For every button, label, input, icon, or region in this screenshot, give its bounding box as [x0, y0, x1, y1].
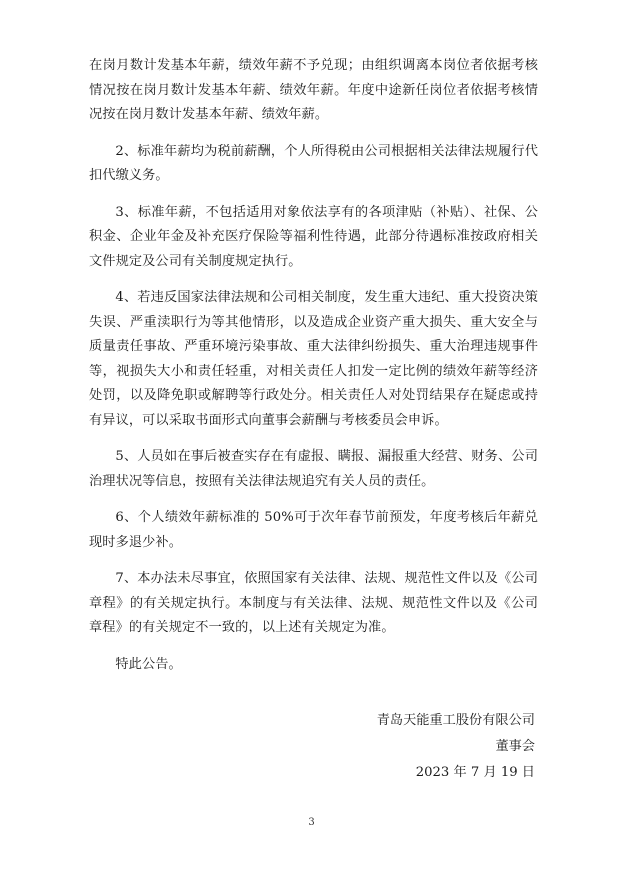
paragraph-item-3: 3、标准年薪，不包括适用对象依法享有的各项津贴（补贴）、社保、公积金、企业年金及补充医疗保险等福利性待遇，此部分待遇标准按政府相关文件规定及公司有关制度规定执行。 — [89, 204, 538, 269]
signature-date: 2023 年 7 月 19 日 — [415, 765, 535, 780]
paragraph-item-6: 6、个人绩效年薪标准的 50%可于次年春节前预发，年度考核后年薪兑现时多退少补。 — [89, 510, 538, 550]
paragraph-item-2: 2、标准年薪均为税前薪酬，个人所得税由公司根据相关法律法规履行代扣代缴义务。 — [89, 143, 538, 183]
paragraph-continuation: 在岗月数计发基本年薪，绩效年薪不予兑现；由组织调离本岗位者依据考核情况按在岗月数计发基本年薪、绩效年薪。年度中途新任岗位者依据考核情况按在岗月数计发基本年薪、绩效年薪。 — [89, 58, 538, 122]
page-number: 3 — [308, 817, 315, 828]
document-body — [89, 54, 538, 689]
signature-company: 青岛天能重工股份有限公司 — [376, 713, 535, 728]
signature-block — [377, 708, 535, 786]
signature-board: 董事会 — [495, 739, 535, 754]
paragraph-item-5: 5、人员如在事后被查实存在有虚报、瞒报、漏报重大经营、财务、公司治理状况等信息，按照有关法律法规追究有关人员的责任。 — [89, 449, 538, 489]
announcement-closing: 特此公告。 — [115, 656, 182, 672]
paragraph-item-4: 4、若违反国家法律法规和公司相关制度，发生重大违纪、重大投资决策失误、严重渎职行为等其他情形，以及造成企业资产重大损失、重大安全与质量责任事故、严重环境污染事故、重大法律纠纷损失、重大治理违规事件等，视损失大小和责任轻重，对相关责任人扣发一定比例的绩效年薪等经济处罚，以及降免职或解聘等行政处分。相关责任人对处罚结果存在疑虑或持有异议，可以采取书面形式向董事会薪酬与考核委员会申诉。 — [89, 290, 538, 428]
paragraph-item-7: 7、本办法未尽事宜，依照国家有关法律、法规、规范性文件以及《公司章程》的有关规定执行。本制度与有关法律、法规、规范性文件以及《公司章程》的有关规定不一致的，以上述有关规定为准。 — [89, 571, 538, 635]
